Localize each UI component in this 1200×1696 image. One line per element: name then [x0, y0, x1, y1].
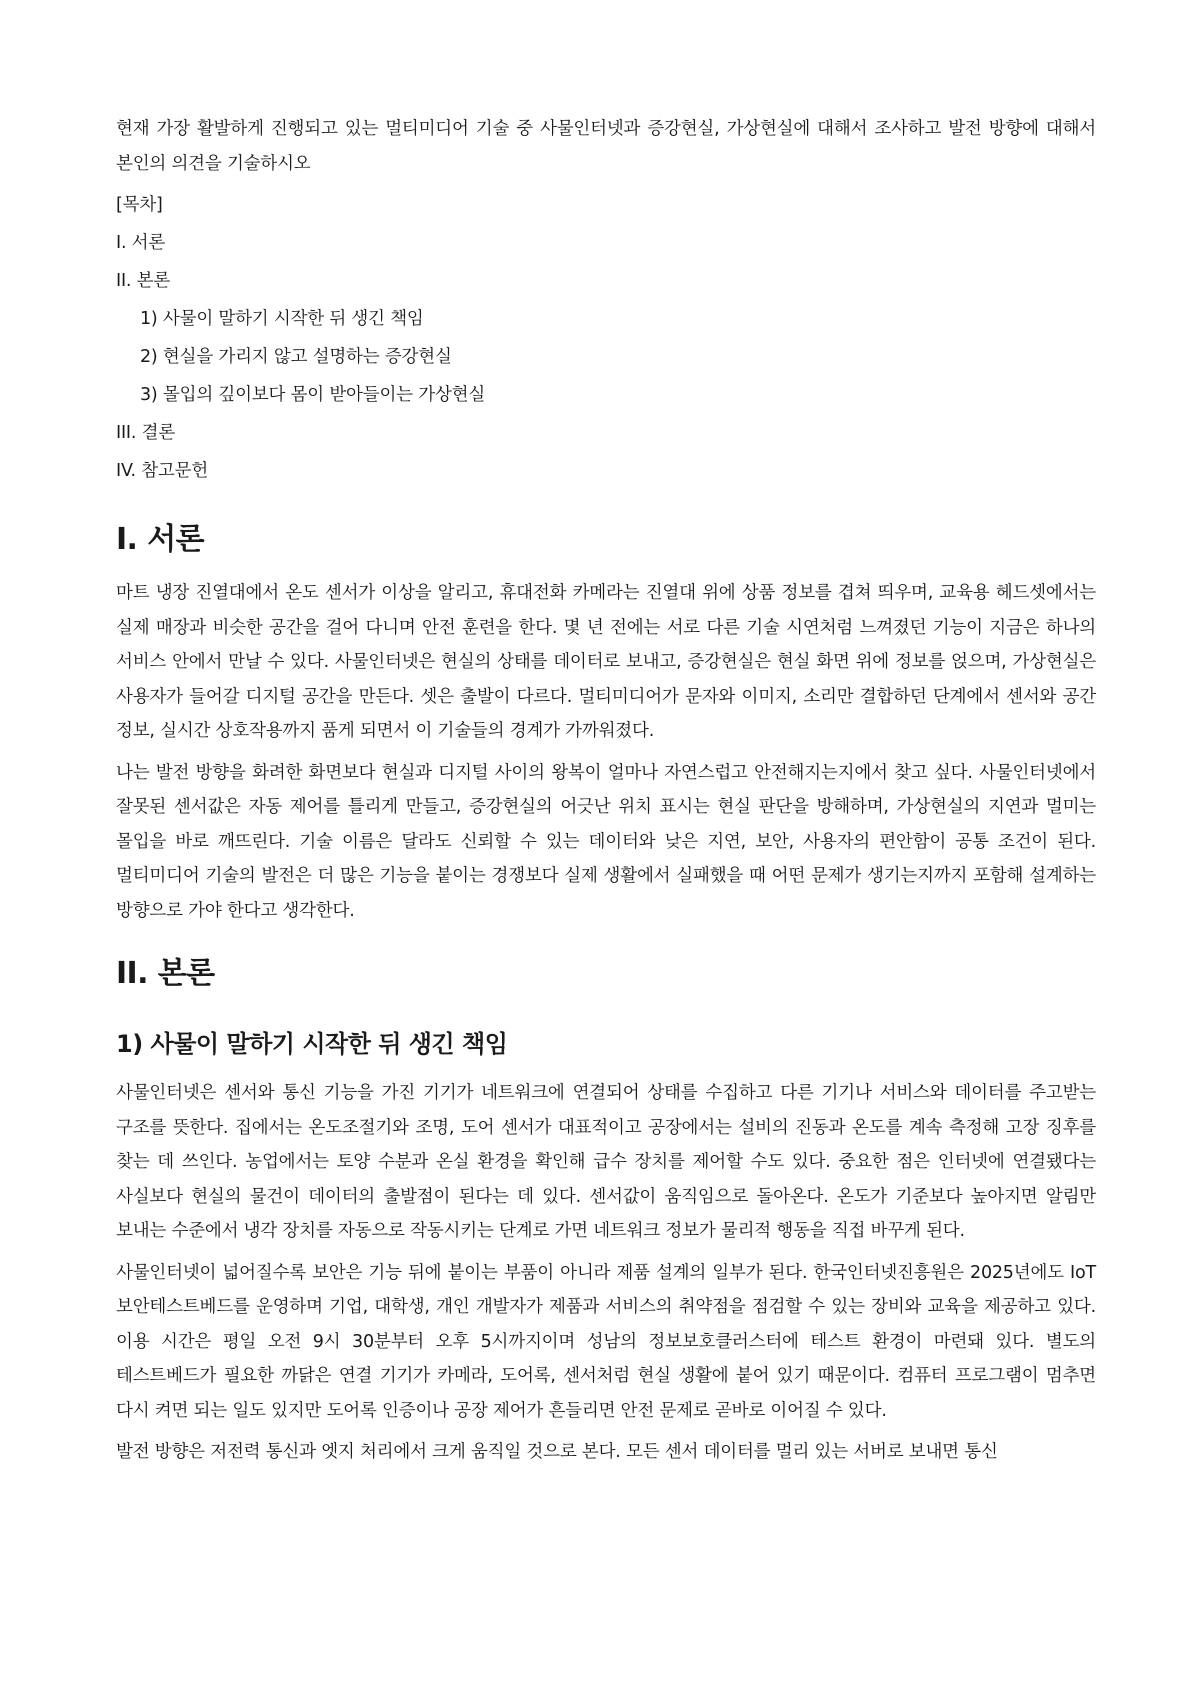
body-paragraph: 발전 방향은 저전력 통신과 엣지 처리에서 크게 움직일 것으로 본다. 모든 센서 데이터를 멀리 있는 서버로 보내면 통신	[116, 1442, 998, 1462]
toc-item-body-2: 2) 현실을 가리지 않고 설명하는 증강현실	[140, 347, 452, 367]
toc-item-conclusion: III. 결론	[116, 423, 176, 443]
body-paragraph: 사물인터넷이 넓어질수록 보안은 기능 뒤에 붙이는 부품이 아니라 제품 설계의 일부가 된다. 한국인터넷진흥원은 2025년에도 IoT 보안테스트베드를 운영하며 기업, 대학생, 개인 개발자가 제품과 서비스의 취약점을 점검할 수 있는 장비와 교육을 제공하고 있다. 이용 시간은 평일 오전 9시 30분부터 오후 5시까지이며 성남의 정보보호클러스터에 테스트 환경이 마련돼 있다. 별도의 테스트베드가 필요한 까닭은 연결 기기가 카메라, 도어록, 센서처럼 현실 생활에 붙어 있기 때문이다. 컴퓨터 프로그램이 멈추면 다시 켜면 되는 일도 있지만 도어록 인증이나 공장 제어가 흔들리면 안전 문제로 곧바로 이어질 수 있다.	[116, 1262, 1096, 1421]
intro-paragraph: 나는 발전 방향을 화려한 화면보다 현실과 디지털 사이의 왕복이 얼마나 자연스럽고 안전해지는지에서 찾고 싶다. 사물인터넷에서 잘못된 센서값은 자동 제어를 틀리게 만들고, 증강현실의 어긋난 위치 표시는 현실 판단을 방해하며, 가상현실의 지연과 멀미는 몰입을 바로 깨뜨린다. 기술 이름은 달라도 신뢰할 수 있는 데이터와 낮은 지연, 보안, 사용자의 편안함이 공통 조건이 된다. 멀티미디어 기술의 발전은 더 많은 기능을 붙이는 경쟁보다 실제 생활에서 실패했을 때 어떤 문제가 생기는지까지 포함해 설계하는 방향으로 가야 한다고 생각한다.	[116, 762, 1096, 921]
body-heading: II. 본론	[116, 956, 215, 991]
toc-item-body: II. 본론	[116, 271, 171, 291]
assignment-question: 현재 가장 활발하게 진행되고 있는 멀티미디어 기술 중 사물인터넷과 증강현실, 가상현실에 대해서 조사하고 발전 방향에 대해서 본인의 의견을 기술하시오	[116, 119, 1096, 174]
intro-paragraph: 마트 냉장 진열대에서 온도 센서가 이상을 알리고, 휴대전화 카메라는 진열대 위에 상품 정보를 겹쳐 띄우며, 교육용 헤드셋에서는 실제 매장과 비슷한 공간을 걸어 다니며 안전 훈련을 한다. 몇 년 전에는 서로 다른 기술 시연처럼 느껴졌던 기능이 지금은 하나의 서비스 안에서 만날 수 있다. 사물인터넷은 현실의 상태를 데이터로 보내고, 증강현실은 현실 화면 위에 정보를 얹으며, 가상현실은 사용자가 들어갈 디지털 공간을 만든다. 셋은 출발이 다르다. 멀티미디어가 문자와 이미지, 소리만 결합하던 단계에서 센서와 공간 정보, 실시간 상호작용까지 품게 되면서 이 기술들의 경계가 가까워졌다.	[116, 583, 1096, 741]
intro-heading: I. 서론	[116, 522, 204, 557]
toc-item-introduction: I. 서론	[116, 233, 166, 253]
toc-item-body-3: 3) 몰입의 깊이보다 몸이 받아들이는 가상현실	[140, 385, 486, 405]
toc-item-references: IV. 참고문헌	[116, 461, 209, 481]
body-subheading-1: 1) 사물이 말하기 시작한 뒤 생긴 책임	[116, 1030, 508, 1058]
document-page	[116, 112, 1096, 1477]
toc-item-body-1: 1) 사물이 말하기 시작한 뒤 생긴 책임	[140, 309, 424, 329]
body-paragraph: 사물인터넷은 센서와 통신 기능을 가진 기기가 네트워크에 연결되어 상태를 수집하고 다른 기기나 서비스와 데이터를 주고받는 구조를 뜻한다. 집에서는 온도조절기와 조명, 도어 센서가 대표적이고 공장에서는 설비의 진동과 온도를 계속 측정해 고장 징후를 찾는 데 쓰인다. 농업에서는 토양 수분과 온실 환경을 확인해 급수 장치를 제어할 수도 있다. 중요한 점은 인터넷에 연결됐다는 사실보다 현실의 물건이 데이터의 출발점이 된다는 데 있다. 센서값이 움직임으로 돌아온다. 온도가 기준보다 높아지면 알림만 보내는 수준에서 냉각 장치를 자동으로 작동시키는 단계로 가면 네트워크 정보가 물리적 행동을 직접 바꾸게 된다.	[116, 1083, 1096, 1241]
table-of-contents	[116, 190, 1096, 486]
toc-heading: [목차]	[116, 195, 163, 215]
